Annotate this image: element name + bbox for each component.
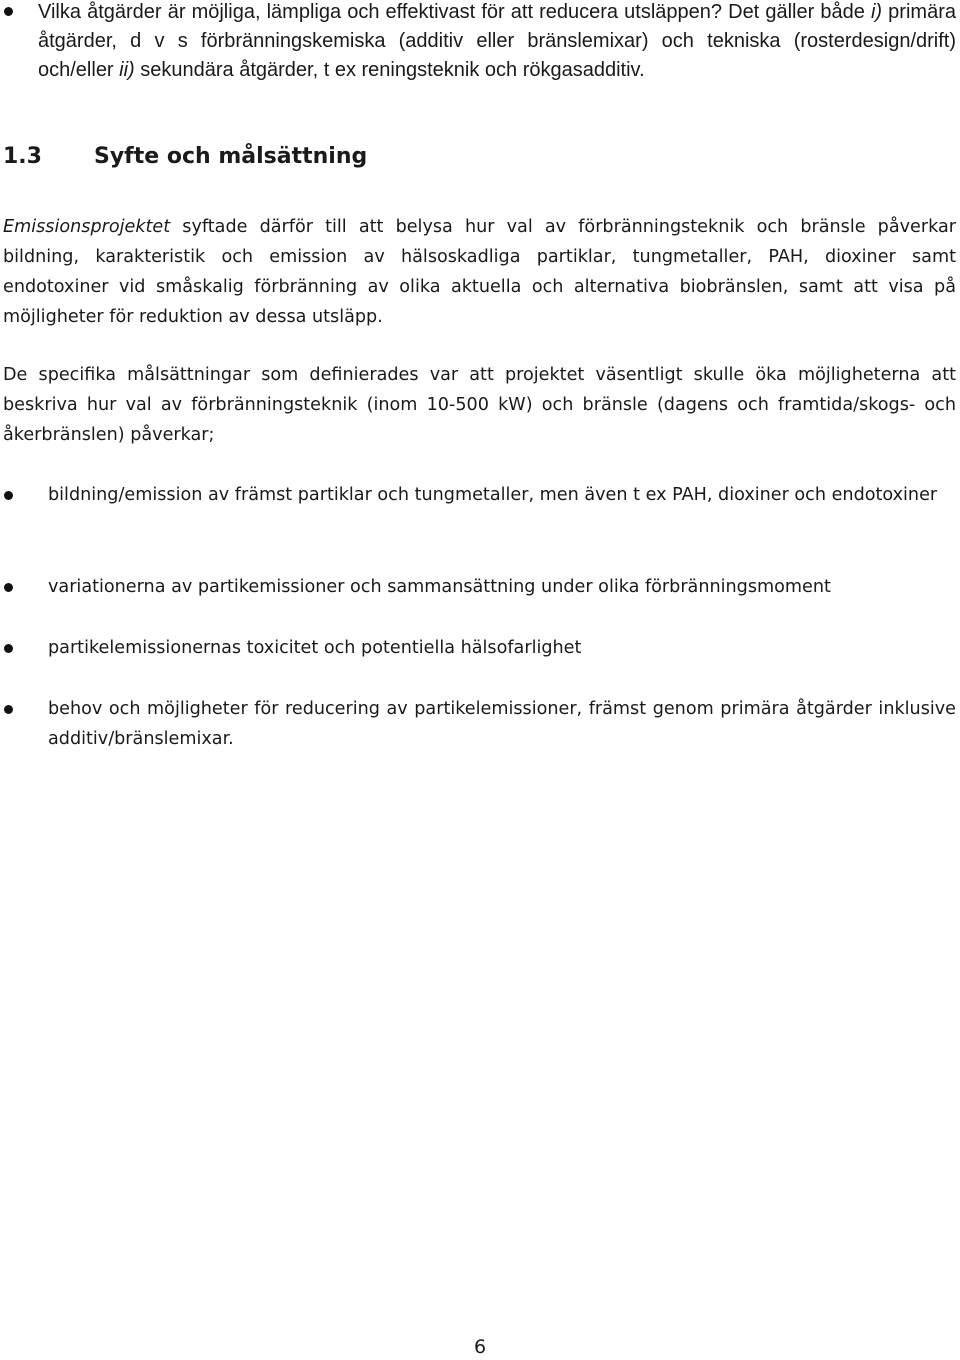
list-item (0, 0, 956, 90)
paragraph (3, 212, 956, 332)
paragraph: De specifika målsättningar som definierades var att projektet väsentligt skulle öka möjligheterna att beskriva hur val av förbränningsteknik (inom 10-500 kW) och bränsle (dagens och framtida/skogs- och åkerbränslen) påverkar; (3, 365, 956, 445)
bullet-icon (4, 583, 13, 592)
italic-marker: i) (870, 1, 883, 23)
bullet-icon (4, 705, 13, 714)
italic-lead: Emissionsprojektet (3, 217, 171, 237)
list-item-text (38, 0, 956, 85)
bullet-icon (4, 644, 13, 653)
text-run: syftade därför till att belysa hur val av förbränningsteknik och bränsle påverkar bildning, karakteristik och emission av hälsoskadliga partiklar, tungmetaller, PAH, dioxiner samt endotoxiner vid småskalig förbränning av olika aktuella och alternativa biobränslen, samt att visa på möjligheter för reduktion av dessa utsläpp. (3, 217, 956, 327)
page-number: 6 (473, 1336, 487, 1358)
italic-marker: ii) (119, 59, 135, 81)
list-item-text: partikelemissionernas toxicitet och potentiella hälsofarlighet (48, 638, 582, 658)
list-item-text: bildning/emission av främst partiklar och tungmetaller, men även t ex PAH, dioxiner och endotoxiner (48, 485, 938, 505)
list-item-text: variationerna av partikemissioner och sammansättning under olika förbränningsmoment (48, 577, 831, 597)
text-run: Vilka åtgärder är möjliga, lämpliga och effektivast för att reducera utsläppen? Det gäller både (38, 1, 871, 23)
list-item-text: behov och möjligheter för reducering av partikelemissioner, främst genom primära åtgärder inklusive additiv/bränslemixar. (48, 699, 956, 749)
text-run: primära åtgärder, d v s förbränningskemiska (additiv eller bränslemixar) och tekniska (rosterdesign/drift) och/eller (38, 1, 956, 81)
bullet-icon (4, 7, 13, 16)
section-title: Syfte och målsättning (94, 144, 368, 169)
section-heading (3, 141, 367, 173)
text-run: sekundära åtgärder, t ex reningsteknik och rökgasadditiv. (134, 59, 645, 81)
section-number: 1.3 (3, 144, 42, 169)
bullet-icon (4, 491, 13, 500)
